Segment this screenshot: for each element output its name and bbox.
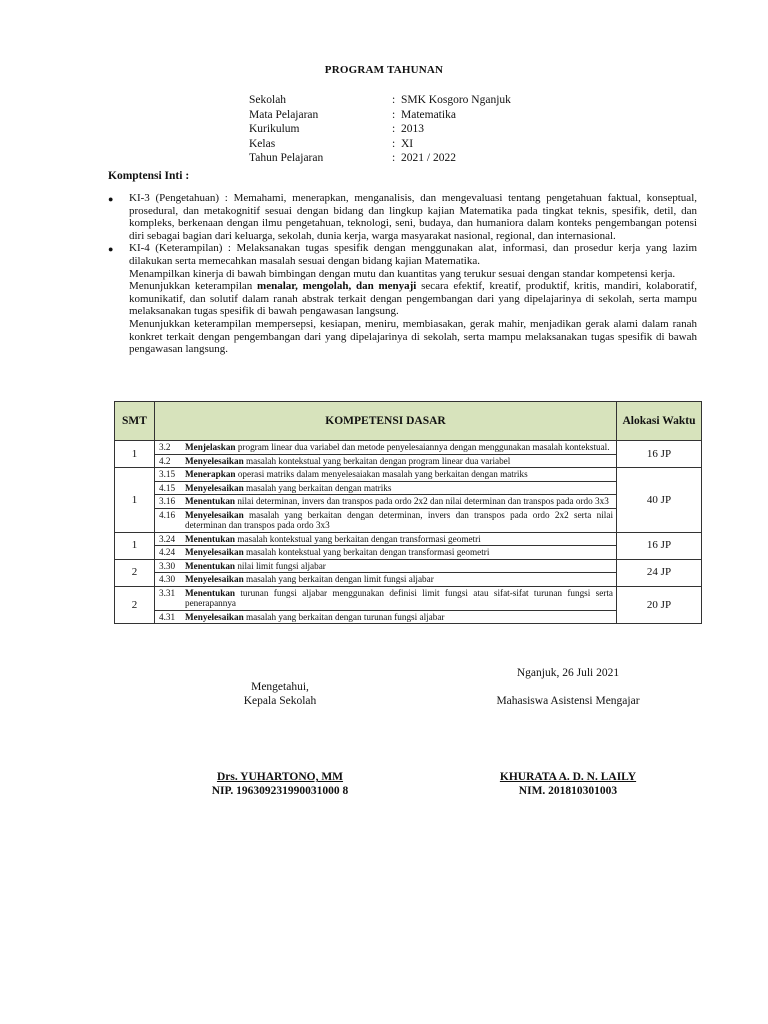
kd-cell [155, 468, 617, 482]
student-name: KHURATA A. D. N. LAILY [499, 771, 637, 783]
kd-cell [155, 495, 617, 509]
kd-code: 4.15 [159, 482, 176, 493]
ki4-item [108, 242, 697, 267]
ki3-item [108, 192, 697, 242]
meta-row [249, 137, 511, 152]
kd-verb: Menerapkan [185, 469, 236, 479]
ki-block [108, 192, 697, 356]
meta-label: Kurikulum [249, 123, 300, 136]
table-row [115, 481, 702, 495]
alokasi-cell: 40 JP [617, 468, 702, 533]
bullet-icon: ● [108, 244, 114, 255]
kd-description: masalah yang berkaitan dengan determinan, invers dan transpos pada ordo 2x2 serta nilai determinan dan transpos pada ordo 3x3 [185, 509, 613, 530]
meta-label: Mata Pelajaran [249, 108, 319, 121]
header-kd: KOMPETENSI DASAR [155, 402, 617, 441]
principal-name: Drs. YUHARTONO, MM [216, 771, 344, 783]
kd-cell [155, 508, 617, 532]
alokasi-cell: 20 JP [617, 586, 702, 624]
header-smt: SMT [115, 402, 155, 441]
table-row [115, 495, 702, 509]
kd-table [114, 401, 702, 624]
kd-code: 4.16 [159, 509, 176, 520]
student-nim: NIM. 201810301003 [518, 785, 618, 797]
sign-right-role: Mahasiswa Asistensi Mengajar [496, 695, 640, 707]
sign-left-line2: Kepala Sekolah [243, 695, 317, 707]
kd-cell [155, 610, 617, 624]
ki4-para-2 [108, 280, 697, 318]
ki3-text: KI-3 (Pengetahuan) : Memahami, menerapkan, menganalisis, dan mengevaluasi tentang pengetahuan faktual, konseptual, prosedural, dan metakognitif sesuai dengan bidang dan lingkup kajian Matematika pada tingkat teknis, spesifik, detil, dan kompleks, berkenaan dengan ilmu pengetahuan, teknologi, seni, budaya, dan humaniora dalam konteks pengembangan potensi diri sebagai bagian dari keluarga, sekolah, dunia kerja, warga masyarakat nasional, regional, dan internasional. [129, 192, 697, 242]
smt-cell: 2 [115, 559, 155, 586]
kd-verb: Menentukan [185, 587, 236, 598]
kd-description: masalah yang berkaitan dengan limit fungsi aljabar [243, 574, 434, 584]
table-row [115, 508, 702, 532]
sign-left-line1: Mengetahui, [251, 681, 309, 693]
smt-cell: 1 [115, 532, 155, 559]
kd-code: 4.31 [159, 611, 176, 622]
kd-code: 3.2 [159, 442, 171, 452]
table-row [115, 532, 702, 546]
table-row [115, 559, 702, 573]
table-row [115, 573, 702, 587]
kd-verb: Menyelesaikan [185, 482, 244, 493]
kd-verb: Menyelesaikan [185, 611, 244, 622]
ki4-text: KI-4 (Keterampilan) : Melaksanakan tugas spesifik dengan menggunakan alat, informasi, dan prosedur kerja yang lazim dilakukan serta memecahkan masalah sesuai dengan bidang kajian Matematika. [129, 242, 697, 267]
page-title: PROGRAM TAHUNAN [324, 64, 444, 76]
kd-description: program linear dua variabel dan metode penyelesaiannya dengan menggunakan masalah kontekstual. [235, 442, 610, 452]
ki-heading: Komptensi Inti : [108, 170, 190, 182]
kd-cell [155, 441, 617, 455]
meta-row [249, 151, 511, 166]
alokasi-cell: 24 JP [617, 559, 702, 586]
kd-code: 4.30 [159, 574, 176, 584]
kd-code: 3.31 [159, 587, 176, 598]
table-row [115, 586, 702, 610]
kd-cell [155, 532, 617, 546]
meta-label: Kelas [249, 137, 276, 150]
kd-cell [155, 454, 617, 468]
kd-cell [155, 481, 617, 495]
meta-row [249, 108, 511, 123]
kd-verb: Menyelesaikan [185, 547, 244, 557]
kd-verb: Menyelesaikan [185, 455, 244, 466]
kd-cell [155, 586, 617, 610]
kd-description: masalah yang berkaitan dengan turunan fungsi aljabar [243, 611, 445, 622]
bullet-icon: ● [108, 194, 114, 204]
kd-description: masalah yang berkaitan dengan matriks [243, 482, 392, 493]
kd-description: turunan fungsi aljabar menggunakan definisi limit fungsi atau sifat-sifat turunan fungsi serta penerapannya [185, 587, 613, 608]
meta-colon: : [392, 152, 396, 165]
meta-row [249, 122, 511, 137]
kd-description: masalah kontekstual yang berkaitan dengan program linear dua variabel [243, 455, 511, 466]
meta-value: SMK Kosgoro Nganjuk [401, 94, 511, 107]
kd-cell [155, 573, 617, 587]
kd-code: 3.24 [159, 533, 176, 544]
table-row [115, 454, 702, 468]
meta-label: Tahun Pelajaran [249, 152, 324, 165]
kd-code: 3.16 [159, 496, 176, 506]
ki4-para-2-pre: Menunjukkan keterampilan [129, 280, 258, 293]
kd-verb: Menentukan [185, 560, 236, 571]
alokasi-cell: 16 JP [617, 532, 702, 559]
meta-colon: : [392, 123, 396, 136]
smt-cell: 1 [115, 468, 155, 533]
table-row [115, 610, 702, 624]
meta-colon: : [392, 137, 396, 150]
kd-code: 4.24 [159, 547, 176, 557]
kd-code: 3.15 [159, 469, 176, 479]
meta-value: 2021 / 2022 [401, 152, 456, 165]
ki4-para-2-bold: menalar, mengolah, dan menyaji [257, 280, 417, 293]
meta-value: XI [401, 137, 414, 150]
meta-label: Sekolah [249, 94, 287, 107]
table-row [115, 546, 702, 560]
kd-cell [155, 559, 617, 573]
meta-value: Matematika [401, 108, 456, 121]
kd-verb: Menjelaskan [185, 442, 236, 452]
kd-description: masalah kontekstual yang berkaitan dengan transformasi geometri [243, 547, 490, 557]
table-row [115, 441, 702, 455]
alokasi-cell: 16 JP [617, 441, 702, 468]
kd-verb: Menentukan [185, 496, 236, 506]
kd-description: nilai determinan, invers dan transpos pada ordo 2x2 dan nilai determinan dan transpos pada ordo 3x3 [235, 496, 609, 506]
kd-verb: Menyelesaikan [185, 574, 244, 584]
identity-block [249, 93, 511, 166]
kd-description: operasi matriks dalam menyelesaiakan masalah yang berkaitan dengan matriks [235, 469, 528, 479]
kd-description: nilai limit fungsi aljabar [235, 560, 326, 571]
kd-cell [155, 546, 617, 560]
kd-description: masalah kontekstual yang berkaitan dengan transformasi geometri [235, 533, 481, 544]
place-date: Nganjuk, 26 Juli 2021 [516, 667, 620, 679]
ki4-para-2-post: secara efektif, kreatif, produktif, kritis, mandiri, kolaboratif, komunikatif, dan solutif dalam ranah abstrak terkait dengan pengembangan dari yang dipelajarinya di sekolah, serta mampu melaksanakan tugas spesifik di bawah pengawasan langsung. [129, 280, 698, 318]
meta-colon: : [392, 94, 396, 107]
meta-colon: : [392, 108, 396, 121]
smt-cell: 2 [115, 586, 155, 624]
principal-nip: NIP. 196309231990031000 8 [211, 785, 349, 797]
smt-cell: 1 [115, 441, 155, 468]
table-row [115, 468, 702, 482]
kd-verb: Menyelesaikan [185, 509, 244, 520]
kd-verb: Menentukan [185, 533, 236, 544]
kd-code: 3.30 [159, 560, 176, 571]
header-alokasi: Alokasi Waktu [617, 402, 702, 441]
kd-code: 4.2 [159, 455, 171, 466]
meta-value: 2013 [401, 123, 424, 136]
ki4-para-3: Menunjukkan keterampilan mempersepsi, kesiapan, meniru, membiasakan, gerak mahir, menjadikan gerak alami dalam ranah konkret terkait dengan pengembangan dari yang dipelajarinya di sekolah, serta mampu melaksanakan tugas spesifik di bawah pengawasan langsung. [129, 317, 697, 356]
ki4-para-1: Menampilkan kinerja di bawah bimbingan dengan mutu dan kuantitas yang terukur sesuai dengan standar kompetensi kerja. [129, 267, 676, 280]
meta-row [249, 93, 511, 108]
